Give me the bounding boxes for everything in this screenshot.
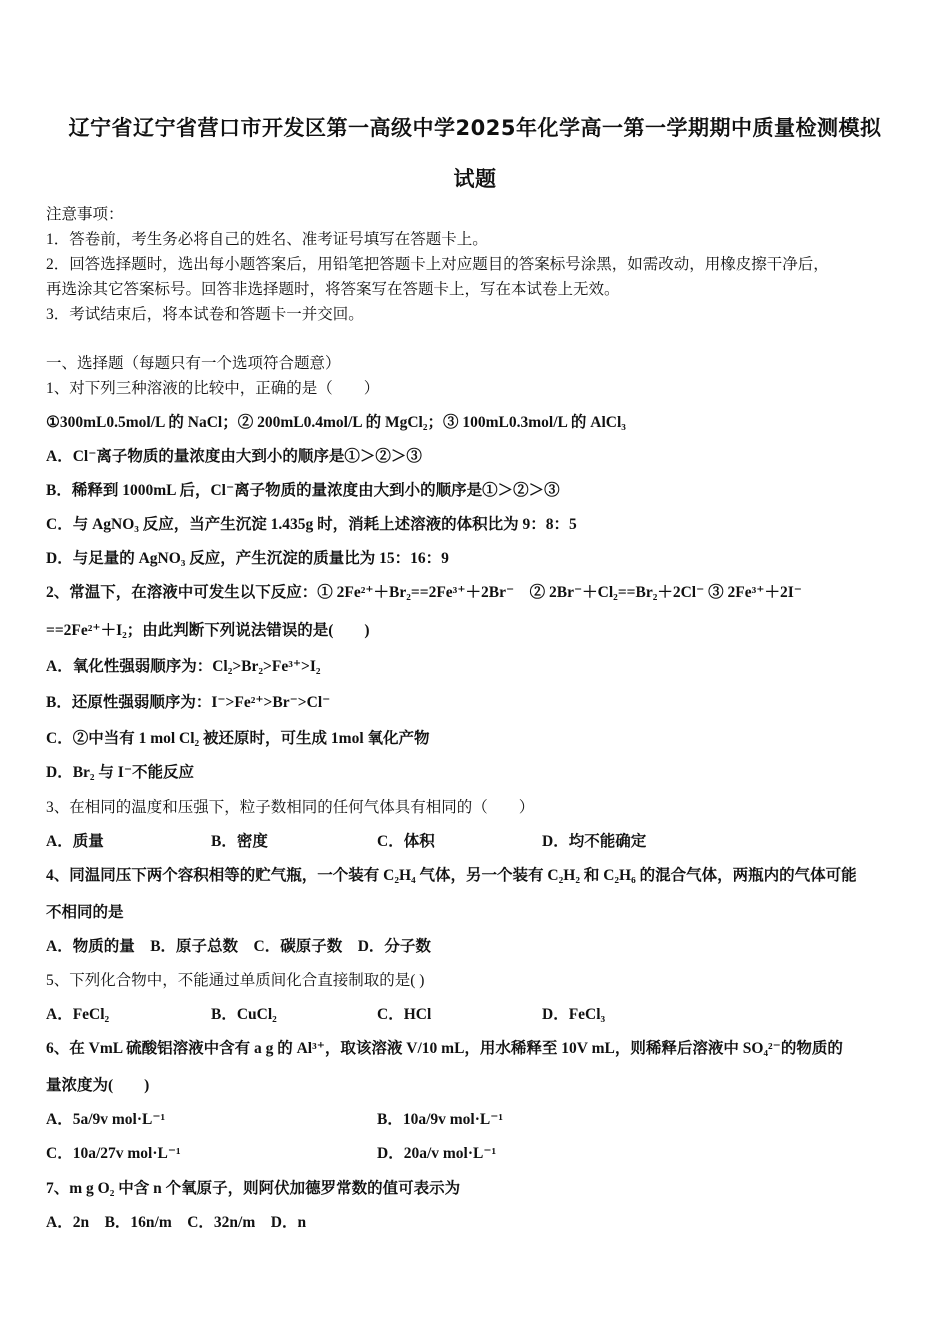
q6-option-a: A．5a/9v mol·L⁻¹: [46, 1111, 166, 1128]
q3-option-d: D．均不能确定: [542, 833, 647, 850]
q7-options: A．2n B．16n/m C．32n/m D．n: [46, 1214, 307, 1231]
q2-stem-line2: ==2Fe²⁺＋I₂；由此判断下列说法错误的是( ): [46, 622, 370, 639]
notice-item-3: 3．考试结束后，将本试卷和答题卡一并交回。: [46, 306, 364, 323]
q7-stem: 7、m g O₂ 中含 n 个氧原子，则阿伏加德罗常数的值可表示为: [46, 1180, 461, 1197]
q6-option-d: D．20a/v mol·L⁻¹: [377, 1145, 497, 1162]
q4-stem-line2: 不相同的是: [46, 904, 124, 921]
notice-item-2a: 2．回答选择题时，选出每小题答案后，用铅笔把答题卡上对应题目的答案标号涂黑，如需改动，用橡皮擦干净后，: [46, 256, 829, 273]
q1-stem: 1、对下列三种溶液的比较中，正确的是（ ）: [46, 380, 380, 397]
q5-option-a: A．FeCl₂: [46, 1006, 110, 1023]
q5-option-c: C．HCl: [377, 1006, 432, 1023]
q2-stem-line1: 2、常温下，在溶液中可发生以下反应：① 2Fe²⁺＋Br₂==2Fe³⁺＋2Br⁻ ② 2Br⁻＋Cl₂==Br₂＋2Cl⁻ ③ 2Fe³⁺＋2I⁻: [46, 584, 802, 601]
q2-option-a: A．氧化性强弱顺序为：Cl₂>Br₂>Fe³⁺>I₂: [46, 658, 321, 675]
q2-option-b: B．还原性强弱顺序为：I⁻>Fe²⁺>Br⁻>Cl⁻: [46, 694, 331, 711]
q6-stem-line2: 量浓度为( ): [46, 1077, 150, 1094]
q2-option-d: D．Br₂ 与 I⁻不能反应: [46, 764, 195, 781]
q3-option-a: A．质量: [46, 833, 104, 850]
q4-stem-line1: 4、同温同压下两个容积相等的贮气瓶，一个装有 C₂H₄ 气体，另一个装有 C₂H₂ 和 C₂H₆ 的混合气体，两瓶内的气体可能: [46, 867, 857, 884]
q2-option-c: C．②中当有 1 mol Cl₂ 被还原时，可生成 1mol 氧化产物: [46, 730, 430, 747]
q1-option-a: A．Cl⁻离子物质的量浓度由大到小的顺序是①＞②＞③: [46, 448, 422, 465]
q3-option-b: B．密度: [211, 833, 268, 850]
notice-item-1: 1．答卷前，考生务必将自己的姓名、准考证号填写在答题卡上。: [46, 231, 488, 248]
q6-option-b: B．10a/9v mol·L⁻¹: [377, 1111, 504, 1128]
q5-option-b: B．CuCl₂: [211, 1006, 277, 1023]
q4-options: A．物质的量 B．原子总数 C．碳原子数 D．分子数: [46, 938, 431, 955]
q5-option-d: D．FeCl₃: [542, 1006, 606, 1023]
q6-option-c: C．10a/27v mol·L⁻¹: [46, 1145, 181, 1162]
q3-stem: 3、在相同的温度和压强下，粒子数相同的任何气体具有相同的（ ）: [46, 799, 535, 816]
q1-option-c: C．与 AgNO₃ 反应，当产生沉淀 1.435g 时，消耗上述溶液的体积比为 9：8：5: [46, 516, 577, 533]
q5-stem: 5、下列化合物中，不能通过单质间化合直接制取的是( ): [46, 972, 425, 989]
q1-solutions: ①300mL0.5mol/L 的 NaCl；② 200mL0.4mol/L 的 MgCl₂；③ 100mL0.3mol/L 的 AlCl₃: [46, 414, 626, 431]
q1-option-b: B．稀释到 1000mL 后，Cl⁻离子物质的量浓度由大到小的顺序是①＞②＞③: [46, 482, 560, 499]
doc-title-line1: 辽宁省辽宁省营口市开发区第一高级中学2025年化学高一第一学期期中质量检测模拟: [68, 116, 882, 140]
q6-stem-line1: 6、在 VmL 硫酸铝溶液中含有 a g 的 Al³⁺，取该溶液 V/10 mL，用水稀释至 10V mL，则稀释后溶液中 SO₄²⁻的物质的: [46, 1040, 843, 1057]
q1-option-d: D．与足量的 AgNO₃ 反应，产生沉淀的质量比为 15：16：9: [46, 550, 449, 567]
notice-item-2b: 再选涂其它答案标号。回答非选择题时，将答案写在答题卡上，写在本试卷上无效。: [46, 281, 620, 298]
q3-option-c: C．体积: [377, 833, 435, 850]
doc-title-line2: 试题: [453, 167, 497, 191]
notice-heading: 注意事项：: [46, 206, 124, 223]
section-heading: 一、选择题（每题只有一个选项符合题意）: [46, 355, 341, 372]
